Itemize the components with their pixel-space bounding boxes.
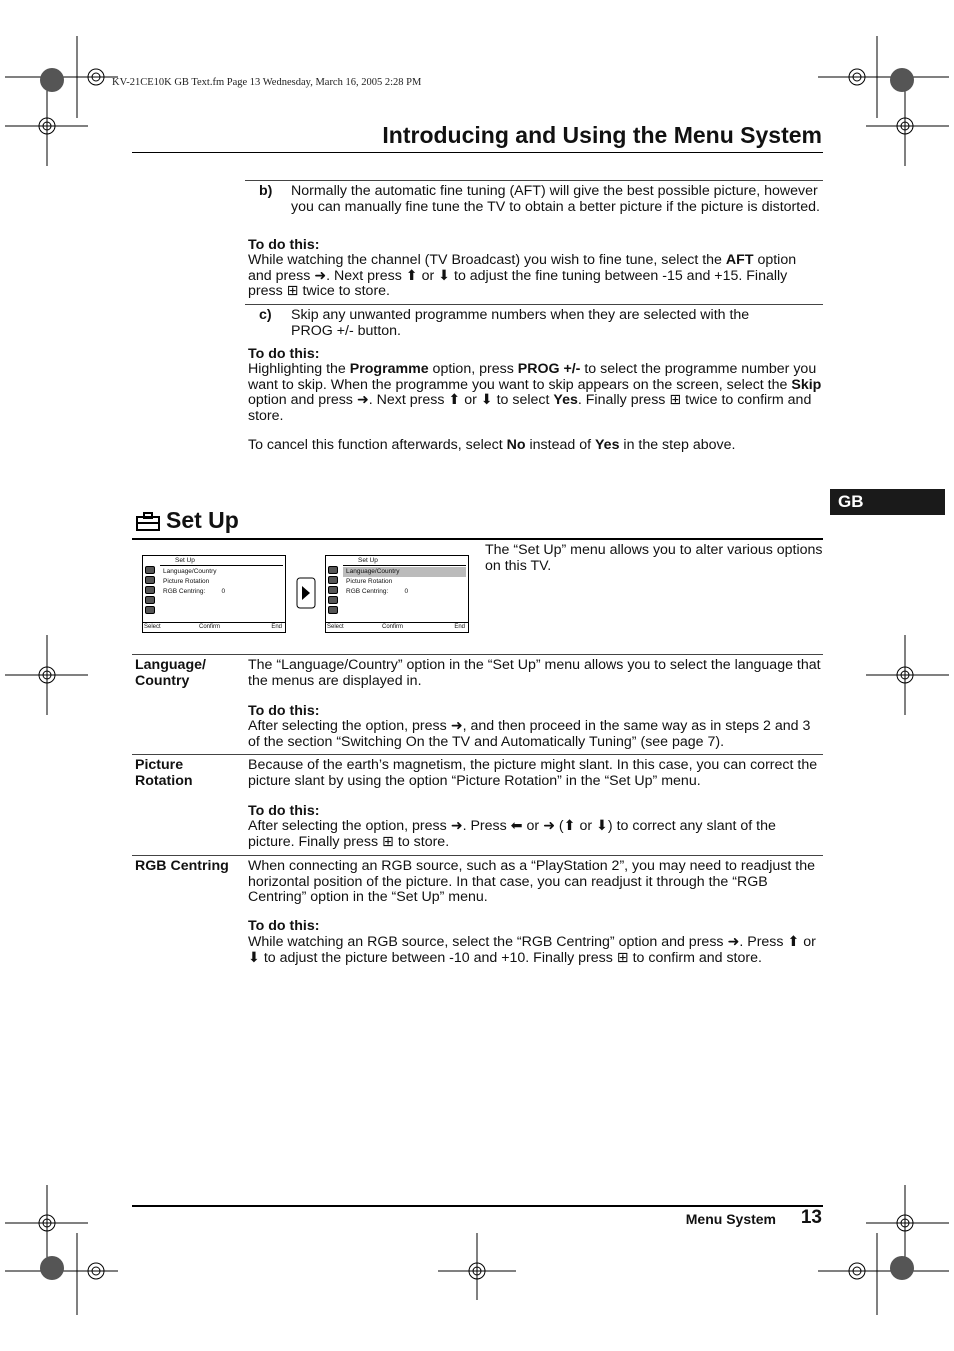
row-steps-rgb: While watching an RGB source, select the “RGB Centring” option and press ➜. Press ⬆ or ⬇ to adjust the picture between -10 and +10. Finally press ⊞ to confirm and store. xyxy=(248,934,816,966)
page-title: Introducing and Using the Menu System xyxy=(382,122,822,148)
ok-button-icon: ⊞ xyxy=(669,392,682,408)
menu-screen-before xyxy=(142,555,286,633)
screen-footer: Select Confirm End xyxy=(143,622,285,632)
skip-intro: Skip any unwanted programme numbers when they are selected with the PROG +/- button. xyxy=(291,307,750,339)
footer-rule xyxy=(132,1205,823,1207)
section-rule xyxy=(132,538,823,540)
aft-todo-label: To do this: xyxy=(248,237,320,253)
screen-item: Picture Rotation xyxy=(163,578,210,585)
row-label-rgb: RGB Centring xyxy=(135,858,229,874)
down-arrow-icon: ⬇ xyxy=(438,267,451,284)
row-steps-language: After selecting the option, press ➜, and then proceed in the same way as in steps 2 and 3 of the section “Switching On the TV and Automatically Tuning” (see page 7). xyxy=(248,718,811,750)
skip-cancel-note: To cancel this function afterwards, select No instead of Yes in the step above. xyxy=(248,437,736,453)
down-arrow-icon: ⬇ xyxy=(480,392,493,408)
divider xyxy=(132,754,823,755)
right-arrow-icon: ➜ xyxy=(356,392,369,408)
screen-item: RGB Centring: 0 xyxy=(346,588,409,595)
right-arrow-icon: ➜ xyxy=(727,934,740,950)
up-arrow-icon: ⬆ xyxy=(405,267,418,284)
right-arrow-icon: ➜ xyxy=(543,818,555,834)
skip-marker: c) xyxy=(259,307,272,323)
row-todo-label: To do this: xyxy=(248,803,320,819)
screen-title: Set Up xyxy=(175,557,195,564)
down-arrow-icon: ⬇ xyxy=(248,949,260,966)
up-arrow-icon: ⬆ xyxy=(448,392,461,408)
ok-button-icon: ⊞ xyxy=(286,283,299,299)
file-header: KV-21CE10K GB Text.fm Page 13 Wednesday, March 16, 2005 2:28 PM xyxy=(112,77,422,88)
section-title: Set Up xyxy=(166,507,239,533)
screen-item: Language/Country xyxy=(163,568,217,575)
row-label-language: Language/ Country xyxy=(135,657,206,689)
screen-item: Picture Rotation xyxy=(346,578,393,585)
setup-intro: The “Set Up” menu allows you to alter various options on this TV. xyxy=(485,542,823,574)
row-label-rotation: Picture Rotation xyxy=(135,757,193,789)
right-arrow-icon: ➜ xyxy=(314,267,327,284)
menu-icons xyxy=(328,566,339,616)
left-arrow-icon: ⬅ xyxy=(510,818,523,834)
screen-title: Set Up xyxy=(358,557,378,564)
footer-section-label: Menu System xyxy=(685,1211,776,1227)
menu-icons xyxy=(145,566,156,616)
toolbox-icon xyxy=(136,511,160,531)
ok-button-icon: ⊞ xyxy=(616,949,629,966)
down-arrow-icon: ⬇ xyxy=(596,818,608,834)
up-arrow-icon: ⬆ xyxy=(787,934,800,950)
ok-button-icon: ⊞ xyxy=(382,833,394,850)
skip-todo-label: To do this: xyxy=(248,346,320,362)
language-tab: GB xyxy=(830,489,945,515)
divider xyxy=(132,654,823,655)
row-todo-label: To do this: xyxy=(248,703,320,719)
row-todo-label: To do this: xyxy=(248,918,320,934)
row-steps-rotation: After selecting the option, press ➜. Press ⬅ or ➜ (⬆ or ⬇) to correct any slant of the picture. Finally press ⊞ to store. xyxy=(248,818,776,850)
right-arrow-icon: ➜ xyxy=(450,818,463,834)
next-arrow-icon xyxy=(296,577,316,609)
title-rule xyxy=(132,152,823,153)
divider xyxy=(245,304,823,305)
up-arrow-icon: ⬆ xyxy=(563,818,576,834)
aft-steps: While watching the channel (TV Broadcast) you wish to fine tune, select the AFT option and press ➜. Next press ⬆ or ⬇ to adjust the fine tuning between -15 and +15. Finally press ⊞ twice to store. xyxy=(248,252,797,299)
divider xyxy=(245,180,823,181)
aft-intro: Normally the automatic fine tuning (AFT) will give the best possible picture, however you can manually fine tune the TV to obtain a better picture if the picture is distorted. xyxy=(291,183,820,215)
screen-footer: Select Confirm End xyxy=(326,622,468,632)
right-arrow-icon: ➜ xyxy=(450,718,463,734)
screen-item: RGB Centring: 0 xyxy=(163,588,226,595)
screen-item-highlighted: Language/Country xyxy=(343,567,466,577)
menu-screen-after xyxy=(325,555,469,633)
aft-marker: b) xyxy=(259,183,273,199)
row-desc-rgb: When connecting an RGB source, such as a “PlayStation 2”, you may need to readjust the horizontal position of the picture. In that case, you can readjust it through the “RGB Centring” option in the “Set Up” menu. xyxy=(248,858,816,905)
section-heading xyxy=(136,507,239,534)
row-desc-language: The “Language/Country” option in the “Set Up” menu allows you to select the language that the menus are displayed in. xyxy=(248,657,821,689)
row-desc-rotation: Because of the earth’s magnetism, the picture might slant. In this case, you can correct the picture slant by using the option “Picture Rotation” in the “Set Up” menu. xyxy=(248,757,818,789)
page-number: 13 xyxy=(800,1207,822,1228)
skip-steps: Highlighting the Programme option, press PROG +/- to select the programme number you want to skip. When the programme you want to skip appears on the screen, select the Skip option and press ➜. Next press ⬆ or ⬇ to select Yes. Finally press ⊞ twice to confirm and store. xyxy=(248,361,822,424)
divider xyxy=(132,855,823,856)
